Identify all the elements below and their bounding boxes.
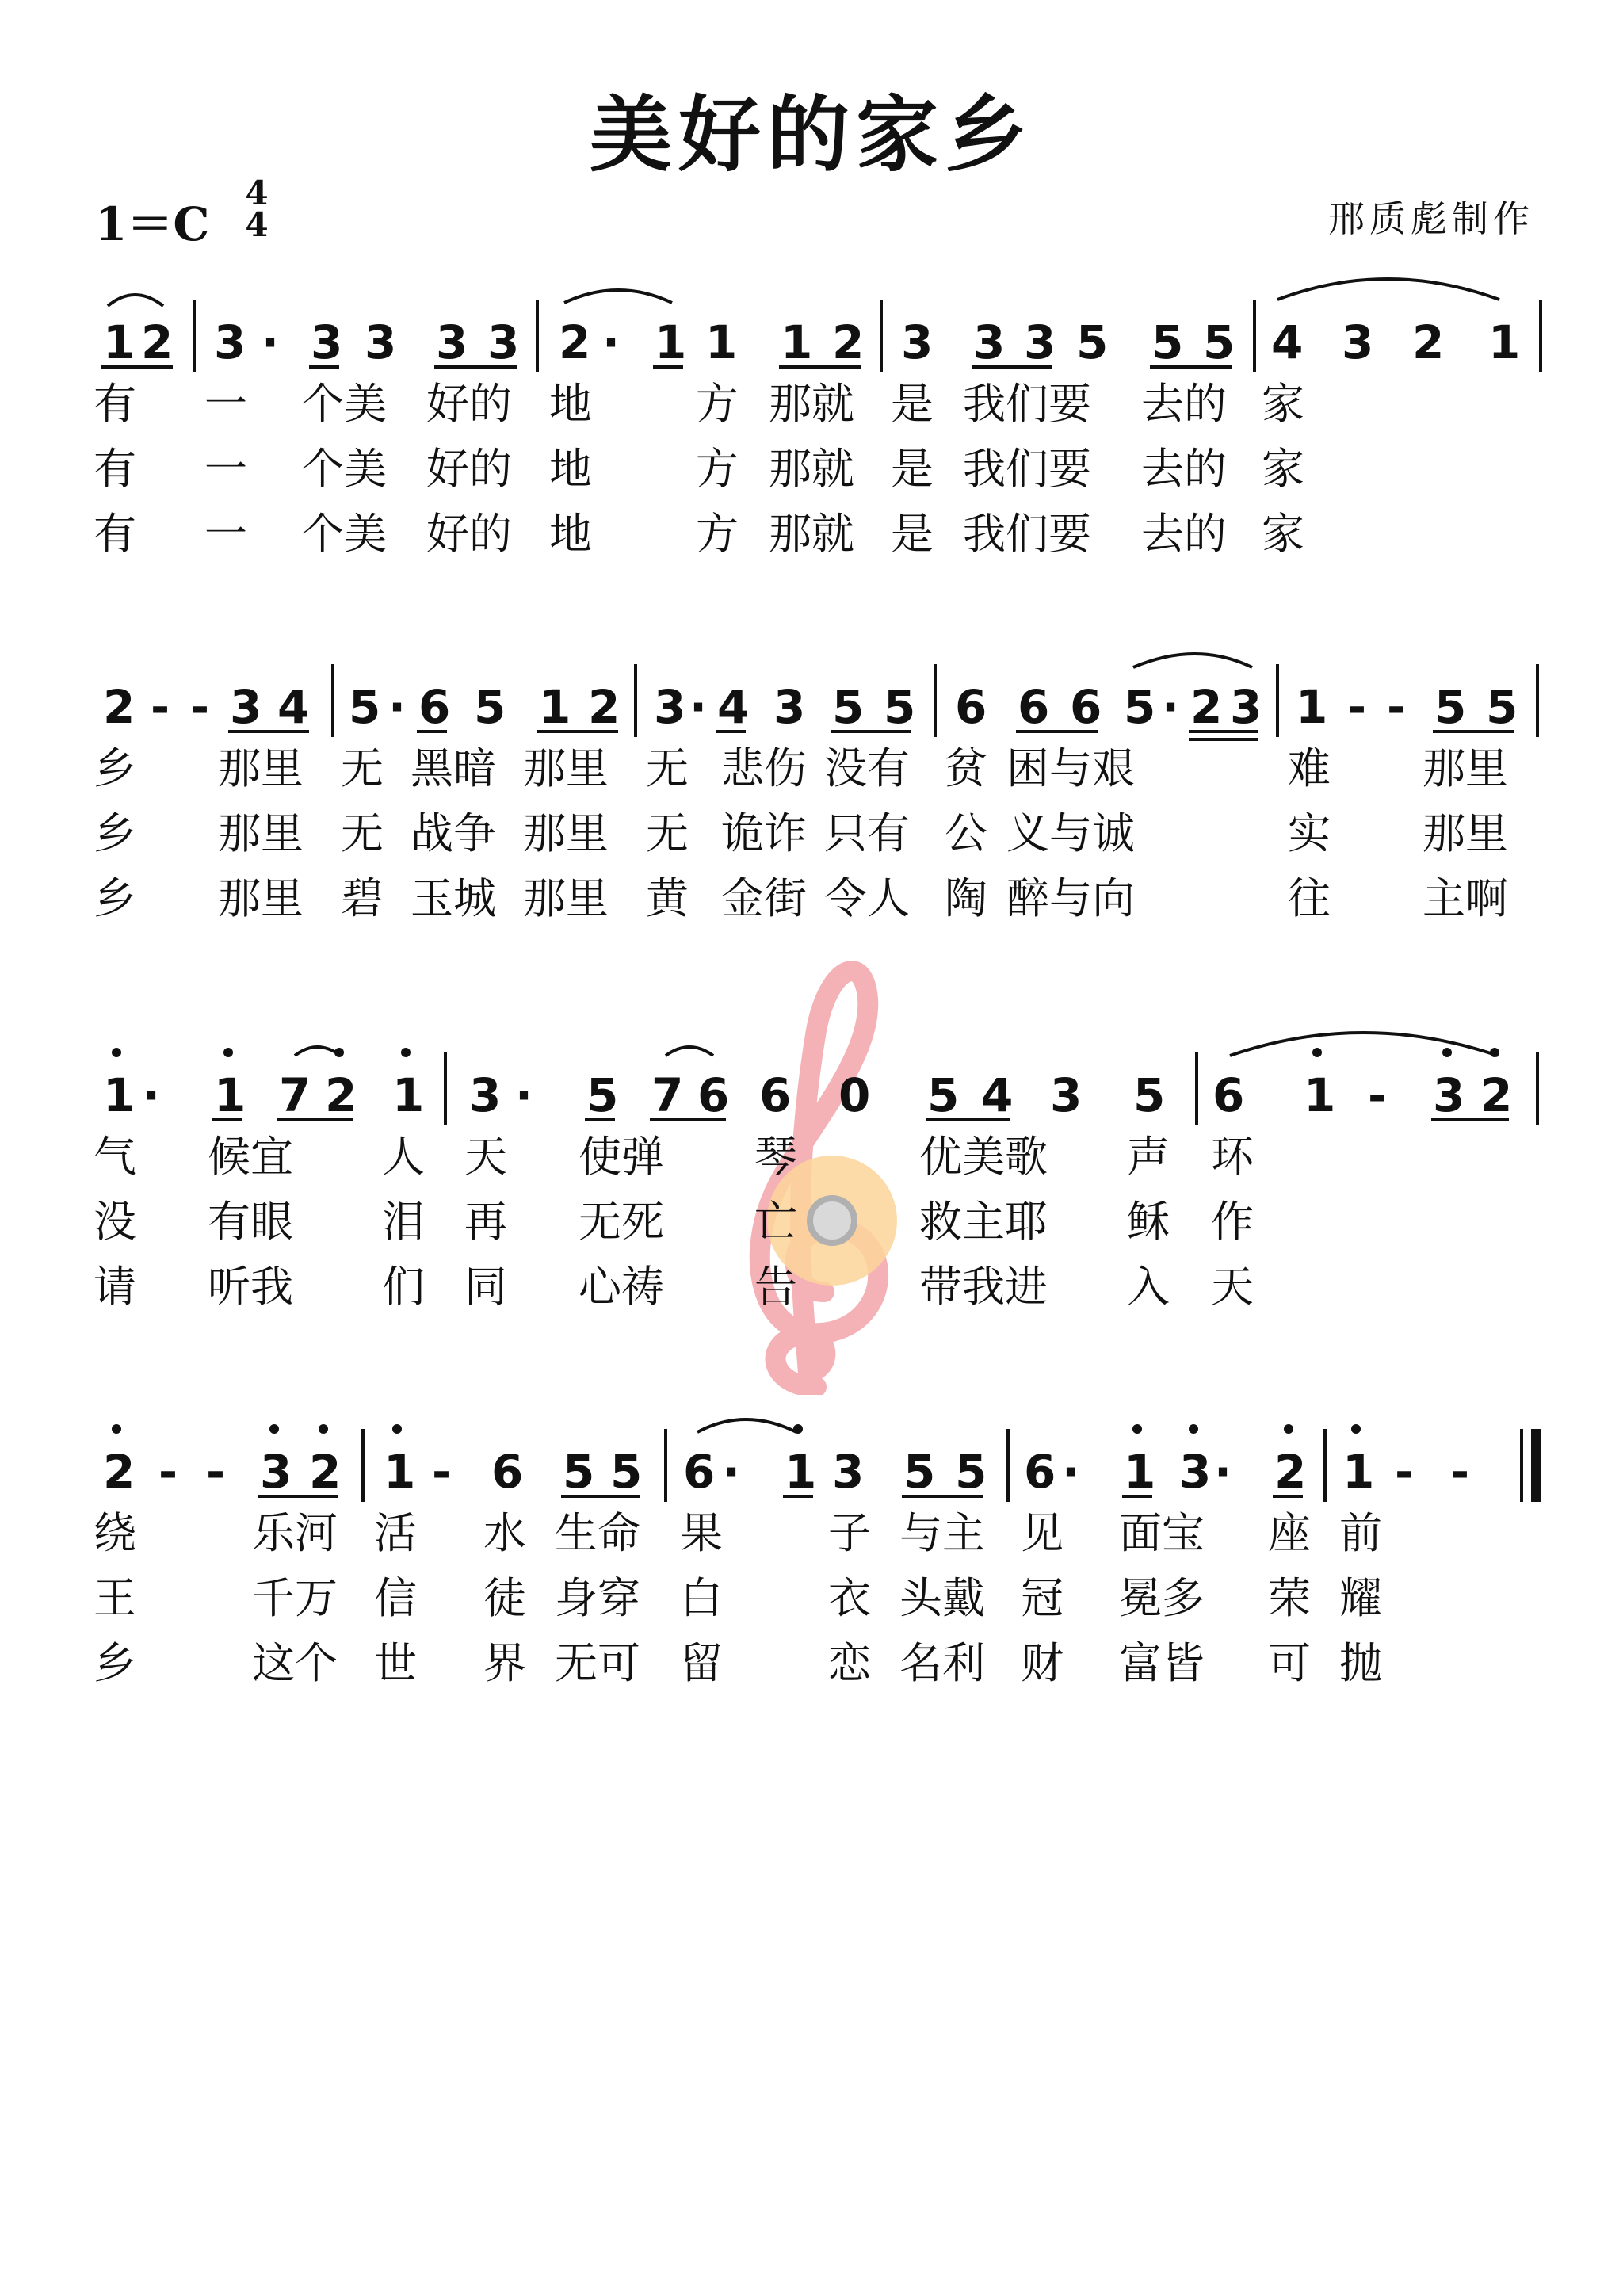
- lyric-syllable: 一: [204, 509, 247, 559]
- lyric-syllable: 去的: [1141, 509, 1227, 559]
- note-glyph: 5: [610, 1445, 643, 1499]
- lyric-syllable: 那里: [1423, 743, 1508, 793]
- lyric-syllable: 那就: [769, 509, 854, 559]
- lyric-syllable: 无: [646, 808, 689, 858]
- song-title: 美好的家乡: [589, 86, 1033, 183]
- lyric-syllable: 乡: [94, 873, 136, 923]
- lyric-verse-2: [0, 1198, 1623, 1246]
- lyric-syllable: 前: [1339, 1508, 1382, 1558]
- lyric-syllable: 同: [464, 1262, 507, 1312]
- lyric-syllable: 生命: [555, 1508, 640, 1558]
- lyric-syllable: 悲伤: [721, 743, 807, 793]
- note-glyph: ·: [723, 1445, 741, 1499]
- lyric-verse-3: [0, 875, 1623, 923]
- lyric-syllable: 贫: [945, 743, 987, 793]
- lyric-syllable: 身穿: [555, 1573, 640, 1623]
- lyric-syllable: 是: [891, 509, 934, 559]
- note-glyph: 6: [1070, 680, 1102, 734]
- lyric-verse-1: [0, 745, 1623, 793]
- lyric-syllable: 诡诈: [721, 808, 807, 858]
- note-glyph: 7: [651, 1068, 684, 1122]
- note-glyph: 2: [309, 1445, 342, 1499]
- lyric-syllable: 乡: [94, 743, 136, 793]
- lyric-syllable: 战争: [411, 808, 496, 858]
- note-glyph: 6: [1018, 680, 1050, 734]
- note-glyph: ·: [602, 315, 621, 369]
- lyric-syllable: 这个: [252, 1638, 338, 1688]
- note-glyph: -: [1347, 680, 1367, 734]
- lyric-syllable: 令人: [824, 873, 910, 923]
- note-glyph: 3: [832, 1445, 865, 1499]
- lyric-syllable: 入: [1127, 1262, 1170, 1312]
- lyric-syllable: 那里: [218, 873, 304, 923]
- note-glyph: ·: [262, 315, 280, 369]
- lyric-syllable: 无可: [555, 1638, 640, 1688]
- lyric-syllable: 请: [94, 1262, 136, 1312]
- lyric-syllable: 冠: [1021, 1573, 1064, 1623]
- lyric-verse-3: [0, 510, 1623, 558]
- note-glyph: 1: [655, 315, 687, 369]
- lyric-syllable: 与主: [899, 1508, 985, 1558]
- lyric-syllable: 那里: [218, 808, 304, 858]
- note-glyph: 2: [325, 1068, 357, 1122]
- note-glyph: 5: [1203, 315, 1235, 369]
- lyric-syllable: 乡: [94, 808, 136, 858]
- note-glyph: 1: [384, 1445, 416, 1499]
- lyric-syllable: 地: [549, 444, 592, 494]
- note-glyph: 1: [392, 1068, 425, 1122]
- time-signature-top: 4: [245, 174, 269, 212]
- lyric-verse-2: [0, 810, 1623, 858]
- lyric-syllable: 实: [1288, 808, 1331, 858]
- author-credit: 邢质彪制作: [1328, 197, 1534, 240]
- lyric-syllable: 使弹: [579, 1132, 664, 1182]
- lyric-syllable: 有: [94, 379, 136, 429]
- note-glyph: 3: [973, 315, 1006, 369]
- note-glyph: ·: [515, 1068, 533, 1122]
- lyric-syllable: 心祷: [579, 1262, 664, 1312]
- lyric-syllable: 没: [94, 1197, 136, 1247]
- lyric-syllable: 乡: [94, 1638, 136, 1688]
- note-glyph: 3: [1050, 1068, 1083, 1122]
- lyric-syllable: 水: [483, 1508, 526, 1558]
- note-glyph: 4: [717, 680, 750, 734]
- note-glyph: 1: [781, 315, 813, 369]
- lyric-verse-1: [0, 1510, 1623, 1557]
- note-glyph: 1: [785, 1445, 817, 1499]
- lyric-syllable: 我们要: [963, 379, 1091, 429]
- notes: [103, 315, 1520, 369]
- note-glyph: 2: [103, 1445, 136, 1499]
- note-glyph: 1: [103, 1068, 136, 1122]
- note-glyph: 6: [1212, 1068, 1245, 1122]
- lyric-syllable: 碧: [341, 873, 384, 923]
- lyric-syllable: 琴: [754, 1132, 797, 1182]
- note-glyph: 2: [141, 315, 174, 369]
- lyric-syllable: 稣: [1127, 1197, 1170, 1247]
- note-glyph: 5: [903, 1445, 936, 1499]
- lyric-syllable: 抛: [1339, 1638, 1382, 1688]
- note-glyph: 3: [469, 1068, 502, 1122]
- lyric-syllable: 座: [1268, 1508, 1311, 1558]
- note-glyph: 3: [654, 680, 686, 734]
- note-glyph: 1: [1296, 680, 1328, 734]
- lyric-syllable: 那里: [1423, 808, 1508, 858]
- lyric-syllable: 那里: [523, 743, 609, 793]
- lyric-syllable: 我们要: [963, 444, 1091, 494]
- lyric-syllable: 气: [94, 1132, 136, 1182]
- lyric-syllable: 有: [94, 509, 136, 559]
- lyric-syllable: 去的: [1141, 444, 1227, 494]
- lyric-syllable: 玉城: [411, 873, 496, 923]
- lyric-syllable: 家: [1262, 379, 1304, 429]
- lyric-syllable: 环: [1211, 1132, 1254, 1182]
- lyric-syllable: 见: [1021, 1508, 1064, 1558]
- lyric-syllable: 天: [1211, 1262, 1254, 1312]
- time-signature: [238, 174, 276, 244]
- lyric-syllable: 醉与向: [1006, 873, 1135, 923]
- note-glyph: -: [1450, 1445, 1470, 1499]
- lyric-syllable: 乐河: [252, 1508, 338, 1558]
- lyric-syllable: 无: [341, 743, 384, 793]
- note-glyph: 6: [418, 680, 451, 734]
- note-glyph: 5: [955, 1445, 987, 1499]
- lyric-verse-1: [0, 1133, 1623, 1181]
- lyric-verse-2: [0, 445, 1623, 493]
- lyric-syllable: 个美: [301, 444, 387, 494]
- note-glyph: 3: [773, 680, 806, 734]
- note-glyph: 5: [1151, 315, 1184, 369]
- note-glyph: 5: [1434, 680, 1467, 734]
- lyric-syllable: 界: [483, 1638, 526, 1688]
- lyric-syllable: 方: [696, 444, 739, 494]
- lyric-syllable: 无: [341, 808, 384, 858]
- lyric-verse-2: [0, 1575, 1623, 1622]
- note-glyph: 5: [832, 680, 865, 734]
- lyric-syllable: 有: [94, 444, 136, 494]
- note-glyph: 3: [436, 315, 468, 369]
- note-glyph: -: [1368, 1068, 1388, 1122]
- lyric-syllable: 困与艰: [1006, 743, 1135, 793]
- lyric-syllable: 衣: [828, 1573, 871, 1623]
- lyric-syllable: 那里: [523, 873, 609, 923]
- lyric-syllable: 名利: [899, 1638, 985, 1688]
- slurs: [108, 279, 1499, 306]
- lyric-syllable: 方: [696, 509, 739, 559]
- lyric-syllable: 徒: [483, 1573, 526, 1623]
- lyric-syllable: 声: [1127, 1132, 1170, 1182]
- lyric-syllable: 个美: [301, 379, 387, 429]
- lyric-syllable: 优美歌: [919, 1132, 1048, 1182]
- note-glyph: 3: [1342, 315, 1374, 369]
- note-glyph: -: [432, 1445, 452, 1499]
- note-glyph: 1: [1304, 1068, 1336, 1122]
- note-glyph: 5: [884, 680, 916, 734]
- note-glyph: 2: [1190, 680, 1223, 734]
- lyric-syllable: 世: [374, 1638, 417, 1688]
- note-glyph: 3: [311, 315, 343, 369]
- note-glyph: 5: [563, 1445, 595, 1499]
- lyric-syllable: 作: [1211, 1197, 1254, 1247]
- note-glyph: 2: [1412, 315, 1445, 369]
- note-glyph: 4: [277, 680, 310, 734]
- note-glyph: 2: [1480, 1068, 1513, 1122]
- note-glyph: 5: [927, 1068, 960, 1122]
- lyric-verse-3: [0, 1263, 1623, 1311]
- note-glyph: -: [151, 680, 170, 734]
- lyric-syllable: 个美: [301, 509, 387, 559]
- note-glyph: 4: [981, 1068, 1014, 1122]
- lyric-syllable: 是: [891, 379, 934, 429]
- note-glyph: 3: [365, 315, 397, 369]
- note-glyph: -: [158, 1445, 178, 1499]
- lyric-syllable: 恋: [828, 1638, 871, 1688]
- note-glyph: ·: [689, 680, 708, 734]
- lyric-syllable: 那里: [218, 743, 304, 793]
- note-glyph: 1: [103, 315, 136, 369]
- lyric-syllable: 告: [754, 1262, 797, 1312]
- lyric-syllable: 白: [680, 1573, 723, 1623]
- note-glyph: 2: [103, 680, 136, 734]
- lyric-syllable: 那里: [523, 808, 609, 858]
- lyric-syllable: 果: [680, 1508, 723, 1558]
- lyric-syllable: 荣: [1268, 1573, 1311, 1623]
- note-glyph: 3: [487, 315, 520, 369]
- lyric-syllable: 好的: [426, 444, 512, 494]
- lyric-syllable: 主啊: [1423, 873, 1508, 923]
- lyric-syllable: 可: [1268, 1638, 1311, 1688]
- lyric-syllable: 好的: [426, 379, 512, 429]
- lyric-syllable: 没有: [824, 743, 910, 793]
- lyric-syllable: 是: [891, 444, 934, 494]
- lyric-syllable: 我们要: [963, 509, 1091, 559]
- note-glyph: 6: [1024, 1445, 1056, 1499]
- note-glyph: 6: [491, 1445, 524, 1499]
- note-glyph: 1: [1124, 1445, 1156, 1499]
- note-glyph: 0: [838, 1068, 871, 1122]
- note-glyph: 5: [1076, 315, 1109, 369]
- lyric-syllable: 去的: [1141, 379, 1227, 429]
- lyric-syllable: 往: [1288, 873, 1331, 923]
- lyric-syllable: 候宜: [208, 1132, 293, 1182]
- lyric-syllable: 们: [382, 1262, 425, 1312]
- note-glyph: 3: [1179, 1445, 1212, 1499]
- lyric-syllable: 地: [549, 509, 592, 559]
- note-glyph: 3: [230, 680, 262, 734]
- note-glyph: 6: [683, 1445, 716, 1499]
- note-glyph: 1: [539, 680, 571, 734]
- note-glyph: 2: [559, 315, 591, 369]
- lyric-syllable: 家: [1262, 444, 1304, 494]
- lyric-syllable: 难: [1288, 743, 1331, 793]
- lyric-syllable: 听我: [208, 1262, 293, 1312]
- lyric-syllable: 无: [646, 743, 689, 793]
- note-glyph: 2: [588, 680, 621, 734]
- note-glyph: 5: [474, 680, 506, 734]
- lyric-syllable: 冕多: [1119, 1573, 1205, 1623]
- lyric-syllable: 家: [1262, 509, 1304, 559]
- note-glyph: 1: [1488, 315, 1521, 369]
- lyric-syllable: 留: [680, 1638, 723, 1688]
- lyric-syllable: 陶: [945, 873, 987, 923]
- note-glyph: 5: [1124, 680, 1156, 734]
- note-glyph: ·: [1062, 1445, 1080, 1499]
- lyric-syllable: 救主耶: [919, 1197, 1048, 1247]
- note-glyph: 2: [832, 315, 865, 369]
- lyric-syllable: 那就: [769, 379, 854, 429]
- note-glyph: -: [1395, 1445, 1415, 1499]
- lyric-syllable: 面宝: [1119, 1508, 1205, 1558]
- lyric-syllable: 人: [382, 1132, 425, 1182]
- note-glyph: ·: [1162, 680, 1180, 734]
- note-glyph: 2: [1274, 1445, 1307, 1499]
- note-glyph: -: [190, 680, 210, 734]
- note-glyph: 5: [1486, 680, 1518, 734]
- note-glyph: 6: [759, 1068, 792, 1122]
- note-glyph: 5: [349, 680, 381, 734]
- octave-dots: [112, 1048, 1499, 1057]
- note-glyph: -: [1387, 680, 1407, 734]
- note-glyph: 3: [1230, 680, 1262, 734]
- note-glyph: ·: [1214, 1445, 1232, 1499]
- note-glyph: 1: [705, 315, 738, 369]
- lyric-syllable: 金街: [721, 873, 807, 923]
- lyric-syllable: 信: [374, 1573, 417, 1623]
- lyric-syllable: 一: [204, 379, 247, 429]
- note-glyph: -: [206, 1445, 226, 1499]
- note-glyph: 6: [955, 680, 987, 734]
- lyric-verse-3: [0, 1640, 1623, 1687]
- note-glyph: 1: [1342, 1445, 1375, 1499]
- note-glyph: 6: [697, 1068, 730, 1122]
- note-glyph: 3: [260, 1445, 292, 1499]
- lyric-syllable: 公: [945, 808, 987, 858]
- note-glyph: 4: [1271, 315, 1304, 369]
- note-glyph: ·: [143, 1068, 161, 1122]
- lyric-syllable: 义与诚: [1006, 808, 1135, 858]
- note-glyph: 3: [901, 315, 934, 369]
- lyric-syllable: 地: [549, 379, 592, 429]
- lyric-syllable: 无死: [579, 1197, 664, 1247]
- lyric-syllable: 泪: [382, 1197, 425, 1247]
- lyric-syllable: 那就: [769, 444, 854, 494]
- note-glyph: 3: [1433, 1068, 1465, 1122]
- lyric-syllable: 头戴: [899, 1573, 985, 1623]
- key-signature: 1＝C: [95, 197, 210, 251]
- note-glyph: 3: [214, 315, 246, 369]
- lyric-syllable: 黄: [646, 873, 689, 923]
- lyric-syllable: 再: [464, 1197, 507, 1247]
- note-glyph: 5: [586, 1068, 619, 1122]
- lyric-syllable: 活: [374, 1508, 417, 1558]
- lyric-syllable: 天: [464, 1132, 507, 1182]
- lyric-syllable: 只有: [824, 808, 910, 858]
- note-glyph: 3: [1024, 315, 1056, 369]
- lyric-syllable: 好的: [426, 509, 512, 559]
- lyric-syllable: 子: [828, 1508, 871, 1558]
- lyric-syllable: 绕: [94, 1508, 136, 1558]
- note-glyph: 1: [214, 1068, 246, 1122]
- lyric-verse-1: [0, 380, 1623, 428]
- lyric-syllable: 富皆: [1119, 1638, 1205, 1688]
- note-glyph: ·: [388, 680, 407, 734]
- lyric-syllable: 王: [94, 1573, 136, 1623]
- lyric-syllable: 黑暗: [411, 743, 496, 793]
- note-glyph: 5: [1133, 1068, 1166, 1122]
- lyric-syllable: 千万: [252, 1573, 338, 1623]
- note-glyph: 7: [279, 1068, 311, 1122]
- lyric-syllable: 一: [204, 444, 247, 494]
- lyric-syllable: 有眼: [208, 1197, 293, 1247]
- lyric-syllable: 财: [1021, 1638, 1064, 1688]
- lyric-syllable: 带我进: [919, 1262, 1048, 1312]
- time-signature-bottom: 4: [245, 205, 269, 244]
- lyric-syllable: 方: [696, 379, 739, 429]
- lyric-syllable: 亡: [754, 1197, 797, 1247]
- lyric-syllable: 耀: [1339, 1573, 1382, 1623]
